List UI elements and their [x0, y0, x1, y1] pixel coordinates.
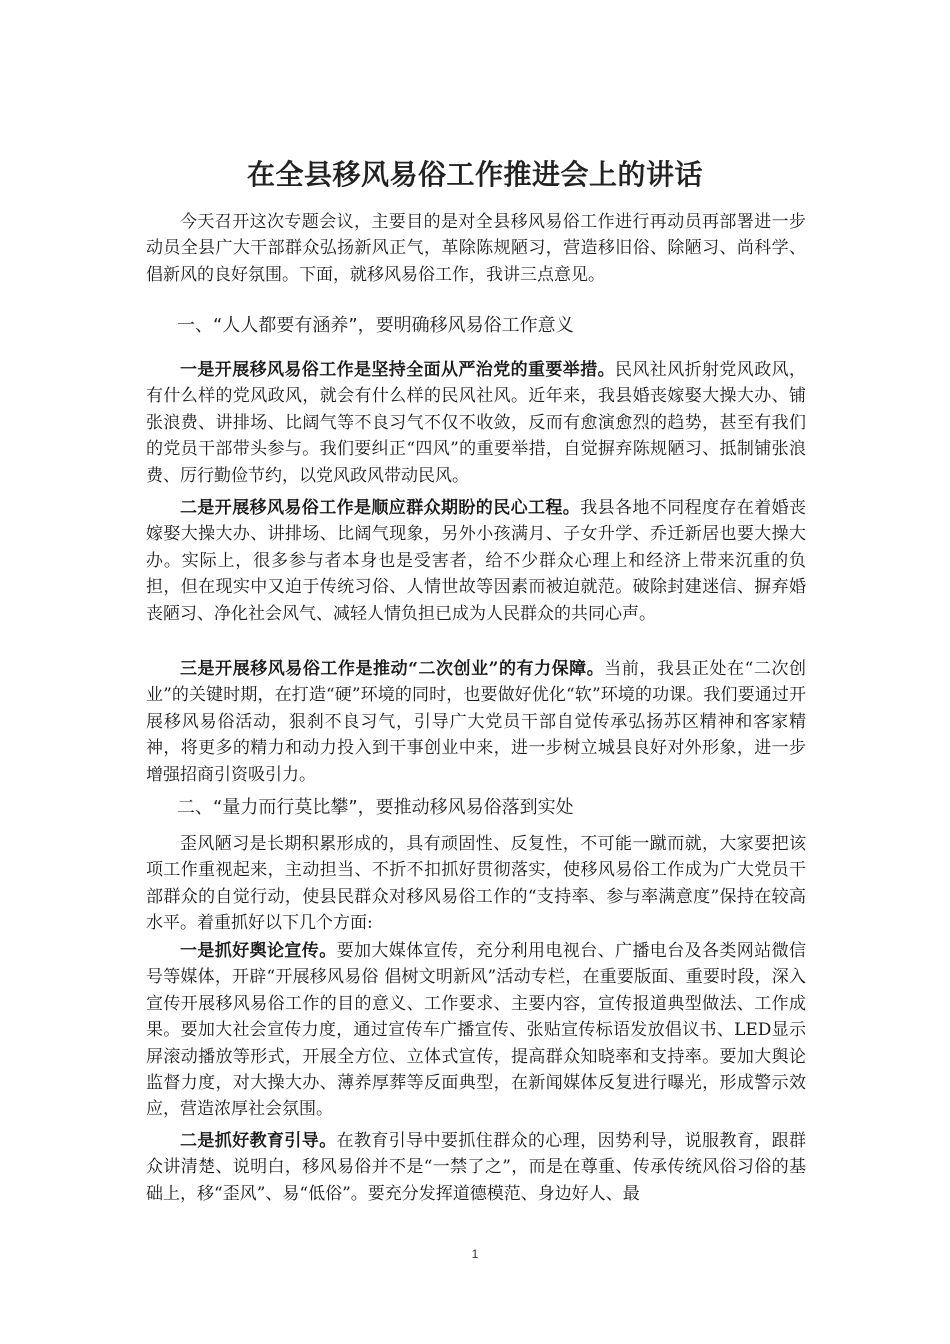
section-2-paragraph-1: [146, 938, 806, 1123]
paragraph-text: 当前，我县正处在“二次创业”的关键时期，在打造“硬”环境的同时，也要做好优化“软”环境的功课。我们要通过开展移风易俗活动，狠刹不良习气，引导广大党员干部自觉传承弘扬苏区精神和客家精神，将更多的精力和动力投入到干事创业中来，进一步树立城县良好对外形象，进一步增强招商引资吸引力。: [146, 659, 806, 785]
section-1-paragraph-3: [146, 656, 806, 788]
paragraph-lead: 二是抓好教育引导。: [180, 1131, 337, 1151]
paragraph-text: 在教育引导中要抓住群众的心理，因势利导，说服教育，跟群众讲清楚、说明白，移风易俗并不是“一禁了之”，而是在尊重、传承传统风俗习俗的基础上，移“歪风”、易“低俗”。要充分发挥道德模范、身边好人、最: [146, 1131, 807, 1204]
paragraph-text: 民风社风折射党风政风，有什么样的党风政风，就会有什么样的民风社风。近年来，我县婚丧嫁娶大操大办、铺张浪费、讲排场、比阔气等不良习气不仅不收敛，反而有愈演愈烈的趋势，甚至有我们的党员干部带头参与。我们要纠正“四风”的重要举措，自觉摒弃陈规陋习、抵制铺张浪费、厉行勤俭节约，以党风政风带动民风。: [146, 360, 806, 486]
page-number: 1: [471, 1247, 479, 1261]
section-1-heading: 一、“人人都要有涵养”，要明确移风易俗工作意义: [177, 315, 574, 336]
paragraph-lead: 一是抓好舆论宣传。: [180, 941, 337, 961]
paragraph-text: 要加大媒体宣传，充分利用电视台、广播电台及各类网站微信号等媒体，开辟“开展移风易俗 倡树文明新风”活动专栏，在重要版面、重要时段，深入宣传开展移风易俗工作的目的意义、工作要求、主要内容，宣传报道典型做法、工作成果。要加大社会宣传力度，通过宣传车广播宣传、张贴宣传标语发放倡议书、LED显示屏滚动播放等形式，开展全方位、立体式宣传，提高群众知晓率和支持率。要加大舆论监督力度，对大操大办、薄养厚葬等反面典型，在新闻媒体反复进行曝光，形成警示效应，营造浓厚社会氛围。: [146, 941, 807, 1120]
section-2-heading: 二、“量力而行莫比攀”，要推动移风易俗落到实处: [177, 797, 574, 818]
paragraph-lead: 二是开展移风易俗工作是顺应群众期盼的民心工程。: [180, 498, 581, 518]
document-title: 在全县移风易俗工作推进会上的讲话: [246, 158, 703, 191]
paragraph-lead: 三是开展移风易俗工作是推动“二次创业”的有力保障。: [180, 659, 605, 679]
section-2-intro: 歪风陋习是长期积累形成的，具有顽固性、反复性，不可能一蹴而就，大家要把该项工作重视起来，主动担当、不折不扣抓好贯彻落实，使移风易俗工作成为广大党员干部群众的自觉行动，使县民群众对移风易俗工作的“支持率、参与率满意度”保持在较高水平。着重抓好以下几个方面:: [146, 834, 806, 934]
section-1-paragraph-1: [146, 357, 806, 489]
section-1-paragraph-2: [146, 495, 806, 627]
section-2-paragraph-2: [146, 1128, 806, 1207]
intro-paragraph: 今天召开这次专题会议，主要目的是对全县移风易俗工作进行再动员再部署进一步动员全县广大干部群众弘扬新风正气，革除陈规陋习，营造移旧俗、除陋习、尚科学、倡新风的良好氛围。下面，就移风易俗工作，我讲三点意见。: [146, 212, 806, 285]
paragraph-text: 我县各地不同程度存在着婚丧嫁娶大操大办、讲排场、比阔气现象，另外小孩满月、子女升学、乔迁新居也要大操大办。实际上，很多参与者本身也是受害者，给不少群众心理上和经济上带来沉重的负担，但在现实中又迫于传统习俗、人情世故等因素而被迫就范。破除封建迷信、摒弃婚丧陋习、净化社会风气、减轻人情负担已成为人民群众的共同心声。: [146, 498, 807, 624]
paragraph-lead: 一是开展移风易俗工作是坚持全面从严治党的重要举措。: [180, 360, 615, 380]
